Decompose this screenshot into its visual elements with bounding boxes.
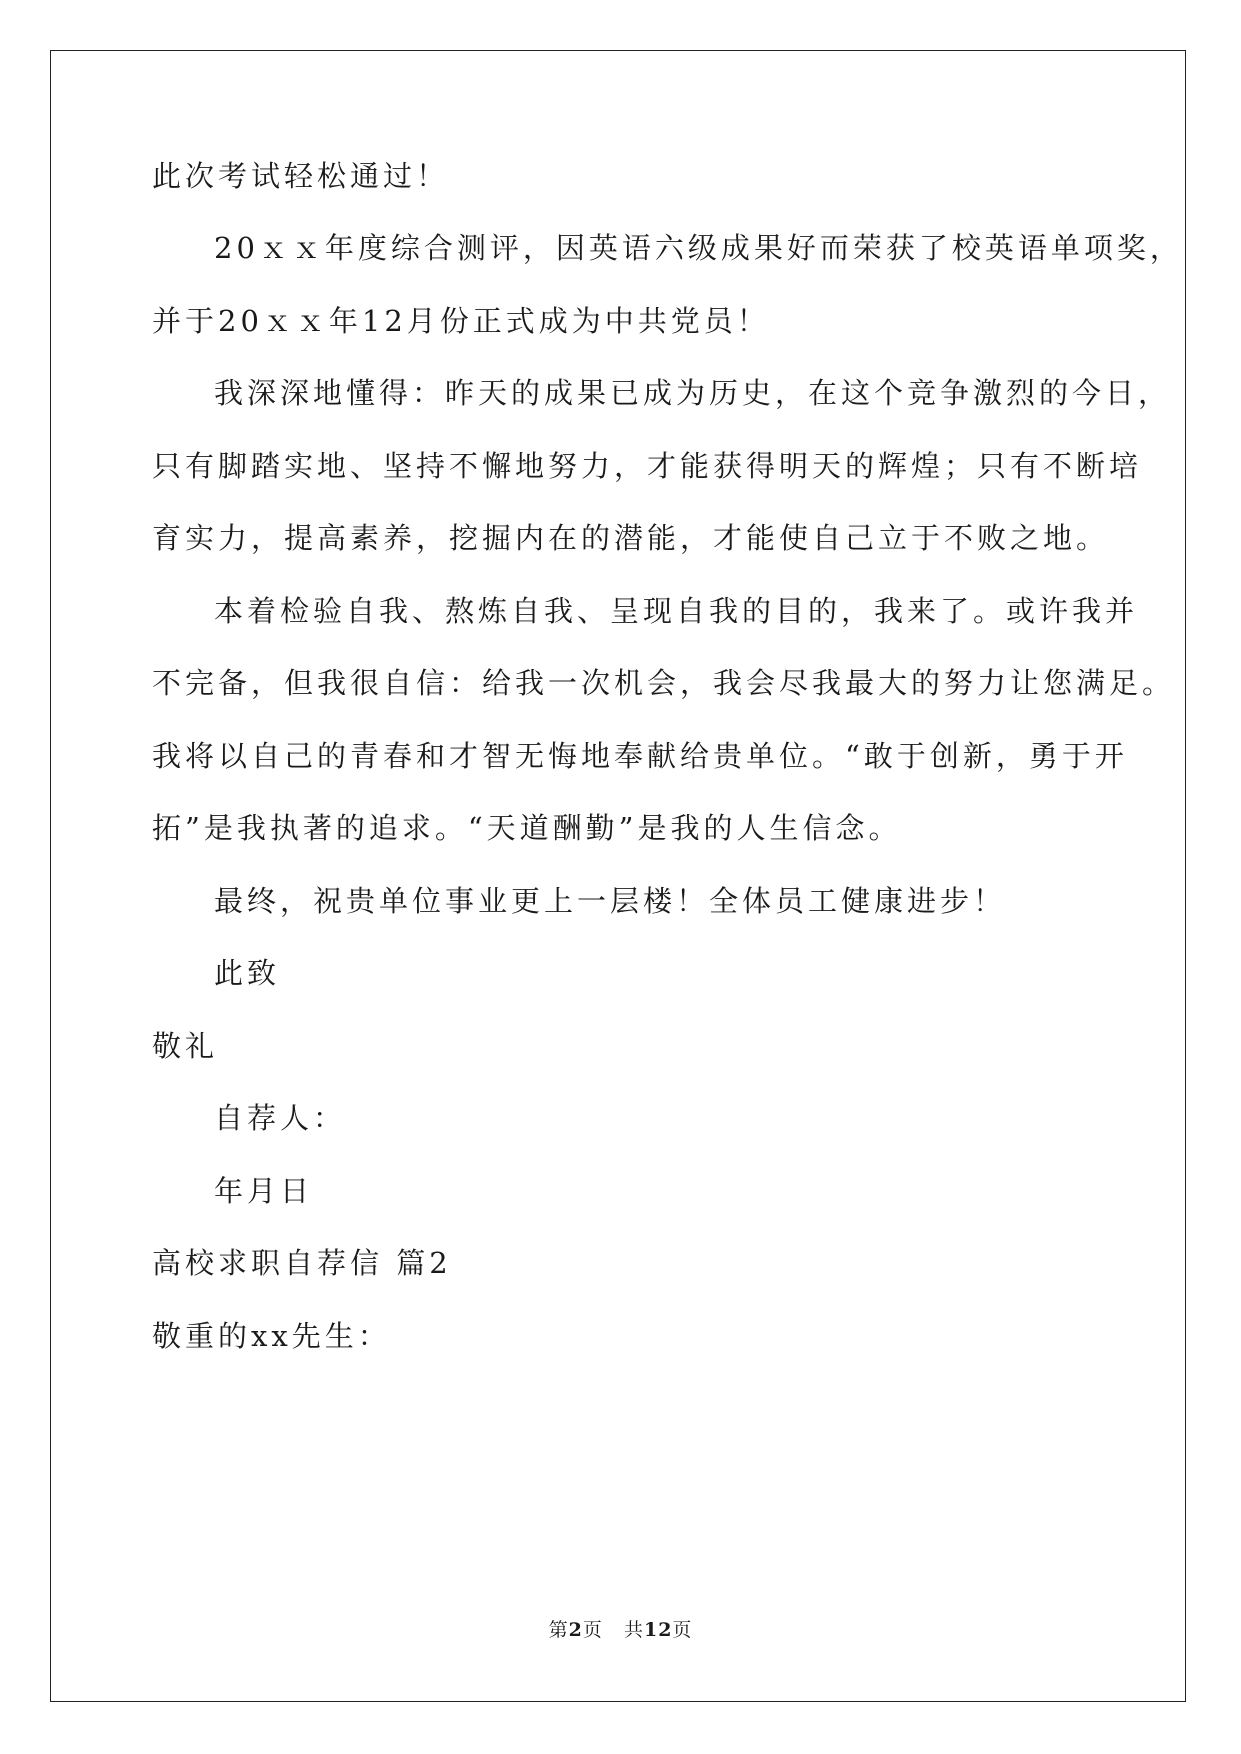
footer-page-number: 2 <box>568 1619 583 1641</box>
text-line: 育实力，提高素养，挖掘内在的潜能，才能使自己立于不败之地。 <box>152 521 1110 555</box>
section-heading: 高校求职自荐信 篇2 <box>152 1246 452 1280</box>
text-line: 我深深地懂得：昨天的成果已成为历史，在这个竞争激烈的今日， <box>214 376 1172 410</box>
text-line: 并于20ｘｘ年12月份正式成为中共党员！ <box>152 304 770 338</box>
text-line: 只有脚踏实地、坚持不懈地努力，才能获得明天的辉煌；只有不断培 <box>152 449 1143 483</box>
text-line: 此次考试轻松通过！ <box>152 159 450 193</box>
footer-page-suffix: 页 <box>582 1619 603 1641</box>
text-line: 我将以自己的青春和才智无悔地奉献给贵单位。“敢于创新，勇于开 <box>152 739 1128 773</box>
text-line: 拓”是我执著的追求。“天道酬勤”是我的人生信念。 <box>152 811 902 845</box>
text-line: 本着检验自我、熬炼自我、呈现自我的目的，我来了。或许我并 <box>214 594 1139 628</box>
footer-total-prefix: 共 <box>623 1619 644 1641</box>
closing-salutation: 此致 <box>214 956 281 990</box>
closing-regards: 敬礼 <box>152 1029 219 1063</box>
page-border <box>50 50 1186 1702</box>
text-line: 不完备，但我很自信：给我一次机会，我会尽我最大的努力让您满足。 <box>152 666 1176 700</box>
signature-label: 自荐人： <box>214 1101 347 1135</box>
text-line: 20ｘｘ年度综合测评，因英语六级成果好而荣获了校英语单项奖， <box>214 231 1183 265</box>
footer-total-pages: 12 <box>643 1619 673 1641</box>
text-line: 最终，祝贵单位事业更上一层楼！全体员工健康进步！ <box>214 884 1007 918</box>
footer-prefix: 第 <box>548 1619 569 1641</box>
date-label: 年月日 <box>214 1174 314 1208</box>
footer-total-suffix: 页 <box>672 1619 693 1641</box>
page-footer <box>0 1618 1241 1642</box>
letter-greeting: 敬重的xx先生： <box>152 1319 391 1353</box>
